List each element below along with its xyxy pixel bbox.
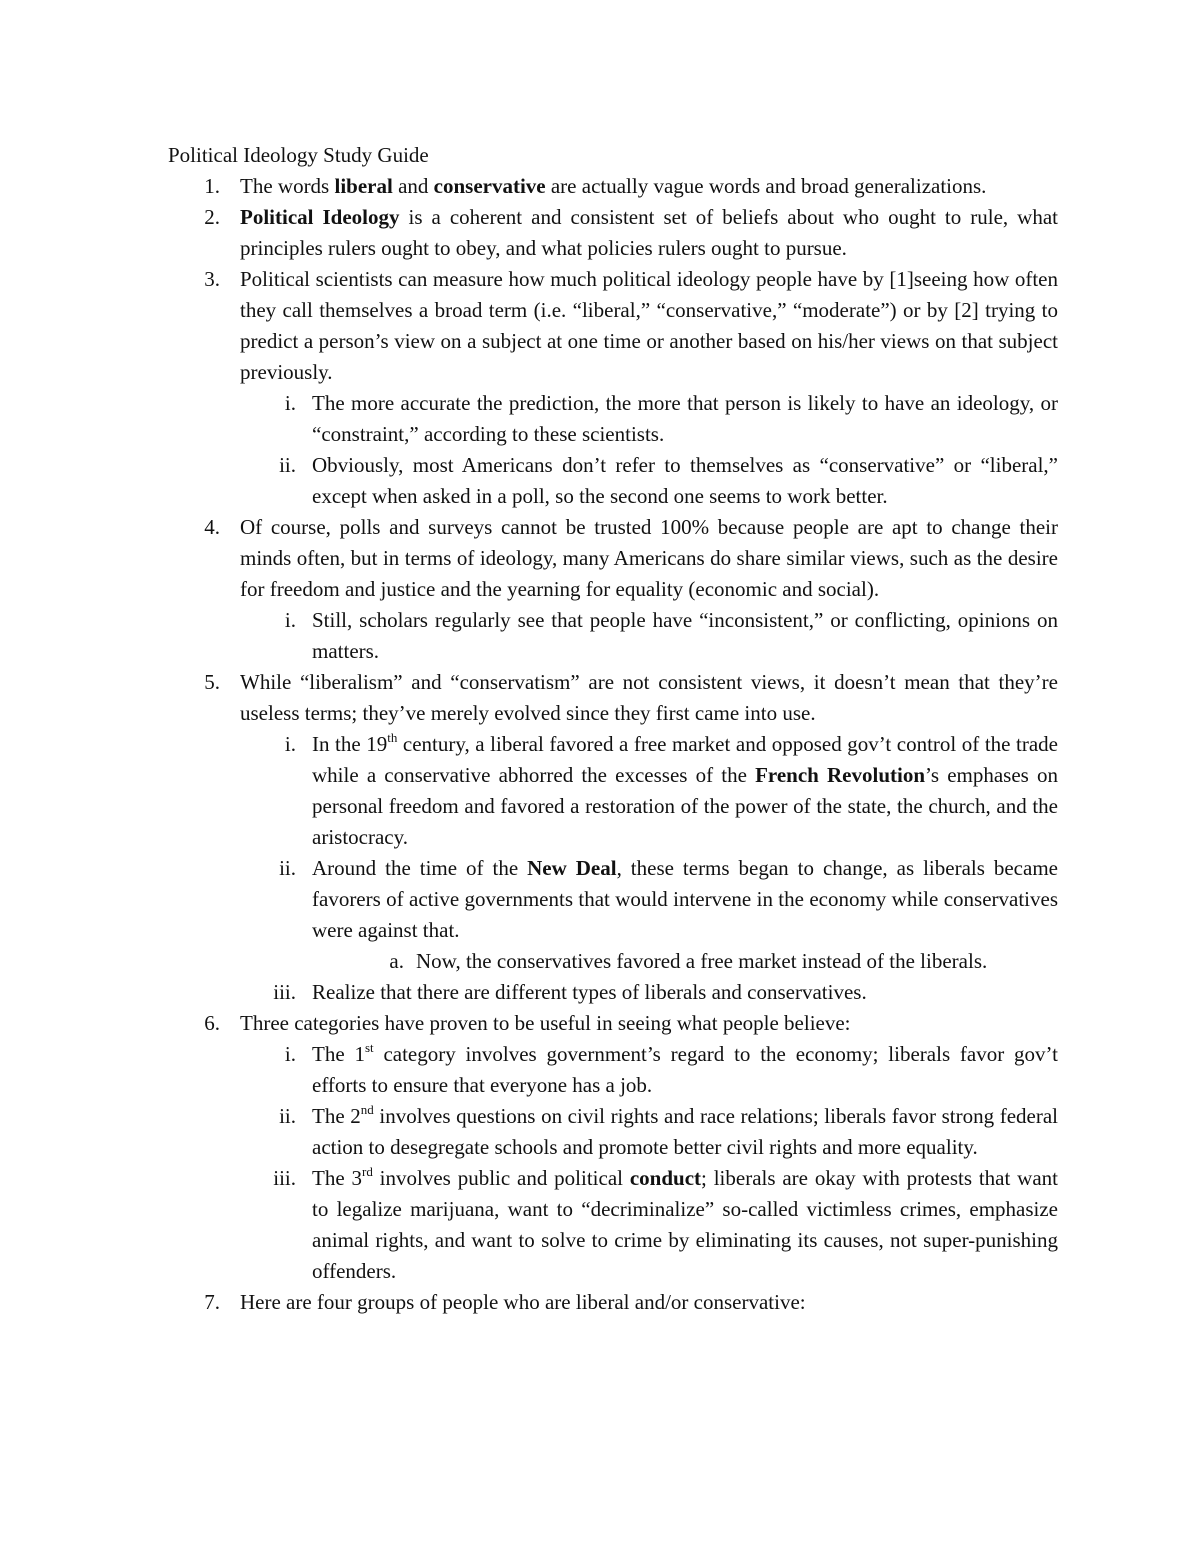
list-marker: 4. (204, 515, 220, 539)
key-term: conservative (433, 174, 546, 198)
list-item-level-2 (242, 1163, 1058, 1287)
list-marker: ii. (279, 856, 296, 880)
text-run: Realize that there are different types of liberals and conservatives. (312, 980, 867, 1004)
text-run: involves public and political (372, 1166, 630, 1190)
text-run: Three categories have proven to be useful in seeing what people believe: (240, 1011, 851, 1035)
list-item-text (416, 949, 987, 973)
text-run: Still, scholars regularly see that people have “inconsistent,” or conflicting, opinions on matters. (312, 608, 1058, 663)
list-item-text (312, 980, 867, 1004)
text-run: Of course, polls and surveys cannot be trusted 100% because people are apt to change their minds often, but in terms of ideology, many Americans do share similar views, such as the desire for freedom and justice and the yearning for equality (economic and social). (240, 515, 1058, 601)
list-item-text (312, 608, 1058, 663)
text-run: The 2 (312, 1104, 361, 1128)
list-item-level-2 (242, 1101, 1058, 1163)
text-run: involves questions on civil rights and race relations; liberals favor strong federal action to desegregate schools and promote better civil rights and more equality. (312, 1104, 1058, 1159)
list-marker: i. (284, 608, 296, 632)
text-run: The words (240, 174, 335, 198)
text-run: The 3 (312, 1166, 362, 1190)
list-item-text (240, 174, 986, 198)
list-item-level-1 (168, 1008, 1058, 1287)
list-item-level-1 (168, 1287, 1058, 1318)
text-run: century, a liberal favored a free market and opposed gov’t control of the trade while a conservative abhorred the excesses of the (312, 732, 1058, 787)
text-run: The 1 (312, 1042, 365, 1066)
sub-list (240, 605, 1058, 667)
text-run: ’s emphases on personal freedom and favored a restoration of the power of the state, the church, and the aristocracy. (312, 763, 1058, 849)
text-run: , these terms began to change, as liberals became favorers of active governments that would intervene in the economy while conservatives were against that. (312, 856, 1058, 942)
list-item-text (312, 856, 1058, 942)
list-item-level-2 (242, 1039, 1058, 1101)
list-item-level-2 (242, 388, 1058, 450)
key-term: liberal (334, 174, 393, 198)
study-guide-body (168, 140, 1058, 1318)
text-run: category involves government’s regard to the economy; liberals favor gov’t efforts to ensure that everyone has a job. (312, 1042, 1058, 1097)
text-run: and (392, 174, 434, 198)
text-run: While “liberalism” and “conservatism” are not consistent views, it doesn’t mean that they’re useless terms; they’ve merely evolved since they first came into use. (240, 670, 1058, 725)
list-item-level-2 (242, 977, 1058, 1008)
key-term: New Deal (527, 856, 617, 880)
sub-list (240, 729, 1058, 1008)
sub-list (240, 388, 1058, 512)
text-run: Political scientists can measure how much political ideology people have by [1]seeing how often they call themselves a broad term (i.e. “liberal,” “conservative,” “moderate”) or by [2] trying to predict a person’s view on a subject at one time or another based on his/her views on that subject previously. (240, 267, 1058, 384)
list-marker: i. (284, 732, 296, 756)
text-run: ; liberals are okay with protests that want to legalize marijuana, want to “decriminalize” so-called victimless crimes, emphasize animal rights, and want to solve to crime by eliminating its causes, not super-punishing offenders. (312, 1166, 1058, 1283)
ordinal-suffix: th (387, 730, 398, 745)
list-item-level-2 (242, 729, 1058, 853)
list-marker: ii. (279, 1104, 296, 1128)
key-term: Political Ideology (240, 205, 400, 229)
list-item-text (312, 391, 1058, 446)
ordinal-suffix: st (364, 1040, 374, 1055)
list-marker: ii. (279, 453, 296, 477)
text-run: The more accurate the prediction, the more that person is likely to have an ideology, or “constraint,” according to these scientists. (312, 391, 1058, 446)
list-item-text (312, 1042, 1058, 1097)
outline-list (168, 171, 1058, 1318)
list-marker: i. (284, 391, 296, 415)
text-run: Here are four groups of people who are liberal and/or conservative: (240, 1290, 806, 1314)
list-marker: 1. (204, 174, 220, 198)
list-item-level-2 (242, 853, 1058, 977)
list-item-level-1 (168, 667, 1058, 1008)
text-run: Now, the conservatives favored a free market instead of the liberals. (416, 949, 988, 973)
list-item-text (240, 1011, 851, 1035)
list-item-level-1 (168, 171, 1058, 202)
list-item-text (312, 1166, 1058, 1283)
text-run: Around the time of the (312, 856, 528, 880)
key-term: conduct (629, 1166, 702, 1190)
list-item-text (240, 267, 1058, 384)
list-marker: 2. (204, 205, 220, 229)
list-item-text (240, 670, 1058, 725)
list-marker: i. (284, 1042, 296, 1066)
list-item-text (312, 453, 1058, 508)
list-item-level-2 (242, 605, 1058, 667)
list-item-level-1 (168, 264, 1058, 512)
list-marker: 5. (204, 670, 220, 694)
list-marker: iii. (273, 1166, 296, 1190)
list-marker: 6. (204, 1011, 220, 1035)
ordinal-suffix: rd (362, 1164, 373, 1179)
key-term: French Revolution (755, 763, 926, 787)
list-item-text (240, 1290, 806, 1314)
list-marker: a. (389, 949, 404, 973)
list-item-text (240, 205, 1058, 260)
text-run: are actually vague words and broad generalizations. (545, 174, 987, 198)
list-marker: 7. (204, 1290, 220, 1314)
ordinal-suffix: nd (360, 1102, 374, 1117)
list-item-level-1 (168, 512, 1058, 667)
text-run: Obviously, most Americans don’t refer to themselves as “conservative” or “liberal,” except when asked in a poll, so the second one seems to work better. (312, 453, 1058, 508)
list-item-text (240, 515, 1058, 601)
sub-list (240, 1039, 1058, 1287)
page-title: Political Ideology Study Guide (168, 143, 429, 167)
list-marker: iii. (273, 980, 296, 1004)
text-run: is a coherent and consistent set of beliefs about who ought to rule, what principles rulers ought to obey, and what policies rulers ought to pursue. (240, 205, 1058, 260)
list-marker: 3. (204, 267, 220, 291)
list-item-text (312, 732, 1058, 849)
list-item-level-2 (242, 450, 1058, 512)
list-item-text (312, 1104, 1058, 1159)
text-run: In the 19 (312, 732, 388, 756)
list-item-level-1 (168, 202, 1058, 264)
list-item-level-3 (350, 946, 1058, 977)
sub-list (312, 946, 1058, 977)
